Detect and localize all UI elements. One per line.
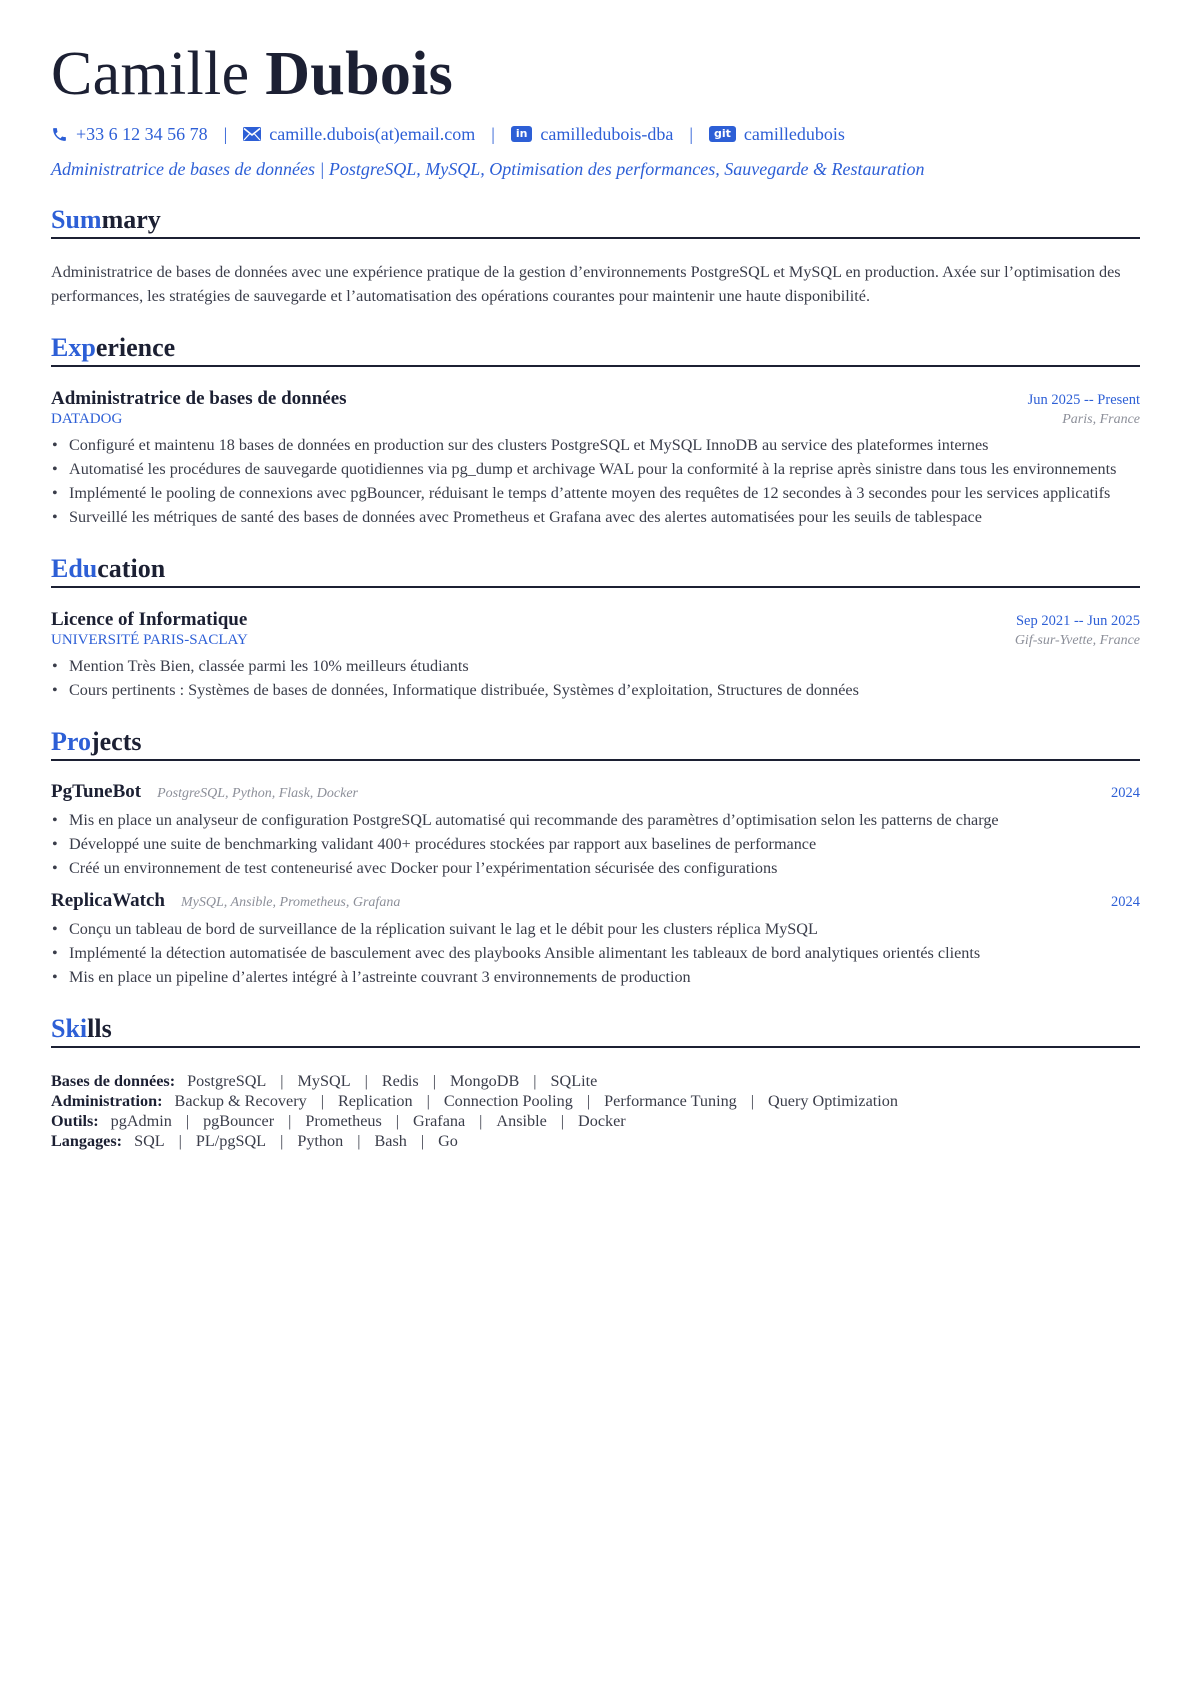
skill-separator: | (320, 1092, 324, 1110)
skill-item: MySQL (297, 1072, 351, 1090)
skill-separator: | (479, 1112, 483, 1130)
contact-bar (51, 122, 1140, 146)
skill-separator: | (426, 1092, 430, 1110)
list-item: • Mention Très Bien, classée parmi les 10% meilleurs étudiants (51, 654, 1140, 678)
project-tech: MySQL, Ansible, Prometheus, Grafana (181, 895, 401, 910)
section-title: Summary (51, 205, 161, 234)
experience-entry (51, 388, 1140, 529)
skill-item: Docker (578, 1112, 626, 1130)
skills-list (51, 1071, 1140, 1151)
school-location: Gif-sur-Yvette, France (1014, 633, 1140, 648)
project-bullets (51, 808, 1140, 880)
section-divider (51, 237, 1140, 239)
project-title: PgTuneBot (51, 781, 142, 802)
degree-title: Licence of Informatique (51, 609, 248, 630)
skill-separator: | (364, 1072, 368, 1090)
list-item: • Conçu un tableau de bord de surveillance de la réplication suivant le lag et le débit pour les clusters réplica MySQL (51, 917, 1140, 941)
job-bullets (51, 433, 1140, 529)
skill-item: Ansible (496, 1112, 547, 1130)
skill-item: Replication (337, 1092, 413, 1110)
skill-item: SQLite (550, 1072, 598, 1090)
company-name: DATADOG (51, 411, 123, 427)
list-item: • Mis en place un pipeline d’alertes intégré à l’astreinte couvrant 3 environnements de production (51, 965, 1140, 989)
skill-separator: | (280, 1072, 284, 1090)
project-date: 2024 (1111, 785, 1140, 801)
email-address: camille.dubois(at)email.com (269, 123, 476, 144)
project-tech: PostgreSQL, Python, Flask, Docker (157, 786, 358, 801)
skill-category: Administration: (51, 1092, 163, 1110)
education-dates: Sep 2021 -- Jun 2025 (1015, 613, 1140, 629)
last-name: Dubois (265, 40, 454, 108)
phone-number: +33 6 12 34 56 78 (76, 123, 208, 144)
envelope-icon (243, 127, 261, 141)
project-entry (51, 890, 1140, 989)
skill-item: PostgreSQL (187, 1072, 267, 1090)
section-title: Skills (51, 1014, 112, 1043)
project-entry (51, 781, 1140, 880)
contact-email[interactable] (243, 124, 475, 145)
skill-separator: | (178, 1132, 182, 1150)
list-item: • Automatisé les procédures de sauvegarde quotidiennes via pg_dump et archivage WAL pour la conformité à la reprise après sinistre dans tous les environnements (51, 457, 1140, 481)
list-item: • Mis en place un analyseur de configuration PostgreSQL automatisé qui recommande des paramètres d’optimisation selon les patterns de charge (51, 808, 1140, 832)
section-divider (51, 586, 1140, 588)
skill-separator: | (280, 1132, 284, 1150)
skill-item: MongoDB (449, 1072, 520, 1090)
contact-linkedin[interactable] (511, 124, 674, 145)
skill-row (51, 1131, 1140, 1151)
linkedin-icon: in (511, 126, 533, 142)
job-title: Administratrice de bases de données (51, 388, 347, 409)
section-divider (51, 1046, 1140, 1048)
skill-separator: | (420, 1132, 425, 1150)
skill-item: Connection Pooling (443, 1092, 573, 1110)
skill-item: Python (297, 1132, 344, 1150)
contact-separator: | (223, 123, 228, 144)
skill-row (51, 1071, 1140, 1091)
skill-separator: | (533, 1072, 537, 1090)
contact-separator: | (491, 123, 495, 144)
section-title: Projects (51, 727, 142, 756)
education-bullets (51, 654, 1140, 702)
skill-separator: | (185, 1112, 190, 1130)
skill-item: pgBouncer (203, 1112, 275, 1130)
projects-section (51, 726, 1140, 989)
summary-text: Administratrice de bases de données avec une expérience pratique de la gestion d’environnements PostgreSQL et MySQL en production. Axée sur l’optimisation des performances, les stratégies de sauvegarde et l’automatisation des opérations courantes pour maintenir une haute disponibilité. (51, 263, 1121, 305)
candidate-name (51, 36, 1140, 112)
tagline: Administratrice de bases de données | PostgreSQL, MySQL, Optimisation des performances, Sauvegarde & Restauration (51, 159, 925, 179)
section-divider (51, 759, 1140, 761)
education-entry (51, 609, 1140, 702)
skill-separator: | (357, 1132, 361, 1150)
skill-item: PL/pgSQL (195, 1132, 267, 1150)
project-title: ReplicaWatch (51, 890, 165, 911)
skill-category: Bases de données: (51, 1072, 176, 1090)
school-name: UNIVERSITÉ PARIS-SACLAY (51, 632, 248, 648)
list-item: • Cours pertinents : Systèmes de bases de données, Informatique distribuée, Systèmes d’exploitation, Structures de données (51, 678, 1140, 702)
github-handle: camilledubois (743, 123, 845, 144)
list-item: • Implémenté la détection automatisée de basculement avec des playbooks Ansible alimentant les tableaux de bord analytiques orientés clients (51, 941, 1140, 965)
list-item: • Implémenté le pooling de connexions avec pgBouncer, réduisant le temps d’attente moyen des requêtes de 12 secondes à 3 secondes pour les services applicatifs (51, 481, 1140, 505)
linkedin-handle: camilledubois-dba (540, 123, 674, 144)
summary-section (51, 204, 1140, 308)
contact-separator: | (689, 123, 693, 144)
skill-category: Outils: (51, 1112, 99, 1130)
contact-github[interactable] (709, 124, 845, 145)
skill-separator: | (586, 1092, 591, 1110)
job-dates: Jun 2025 -- Present (1027, 392, 1140, 408)
skill-row (51, 1091, 1140, 1111)
job-location: Paris, France (1062, 412, 1140, 427)
skill-separator: | (560, 1112, 565, 1130)
first-name: Camille (51, 40, 250, 108)
skill-item: pgAdmin (110, 1112, 172, 1130)
skill-separator: | (432, 1072, 436, 1090)
skill-item: Performance Tuning (604, 1092, 737, 1110)
skill-item: Backup & Recovery (174, 1092, 307, 1110)
section-divider (51, 365, 1140, 367)
git-icon: git (709, 126, 736, 142)
education-section (51, 553, 1140, 702)
skill-item: Query Optimization (768, 1092, 898, 1110)
skill-row (51, 1111, 1140, 1131)
skill-separator: | (395, 1112, 400, 1130)
phone-icon (51, 126, 68, 143)
experience-section (51, 332, 1140, 529)
contact-phone[interactable] (51, 124, 208, 145)
skill-item: Bash (374, 1132, 407, 1150)
skill-category: Langages: (51, 1132, 123, 1150)
section-title: Experience (51, 333, 176, 362)
list-item: • Surveillé les métriques de santé des bases de données avec Prometheus et Grafana avec des alertes automatisées pour les seuils de tablespace (51, 505, 1140, 529)
skill-separator: | (288, 1112, 292, 1130)
skill-item: Grafana (413, 1112, 466, 1130)
section-title: Education (51, 554, 166, 583)
skills-section (51, 1013, 1140, 1151)
skill-item: Prometheus (305, 1112, 382, 1130)
list-item: • Créé un environnement de test conteneurisé avec Docker pour l’expérimentation sécurisée des configurations (51, 856, 1140, 880)
skill-item: Go (438, 1132, 458, 1150)
skill-item: Redis (381, 1072, 419, 1090)
project-bullets (51, 917, 1140, 989)
skill-item: SQL (134, 1132, 165, 1150)
skill-separator: | (750, 1092, 755, 1110)
list-item: • Développé une suite de benchmarking validant 400+ procédures stockées par rapport aux baselines de performance (51, 832, 1140, 856)
project-date: 2024 (1111, 894, 1140, 910)
list-item: • Configuré et maintenu 18 bases de données en production sur des clusters PostgreSQL et MySQL InnoDB au service des plateformes internes (51, 433, 1140, 457)
